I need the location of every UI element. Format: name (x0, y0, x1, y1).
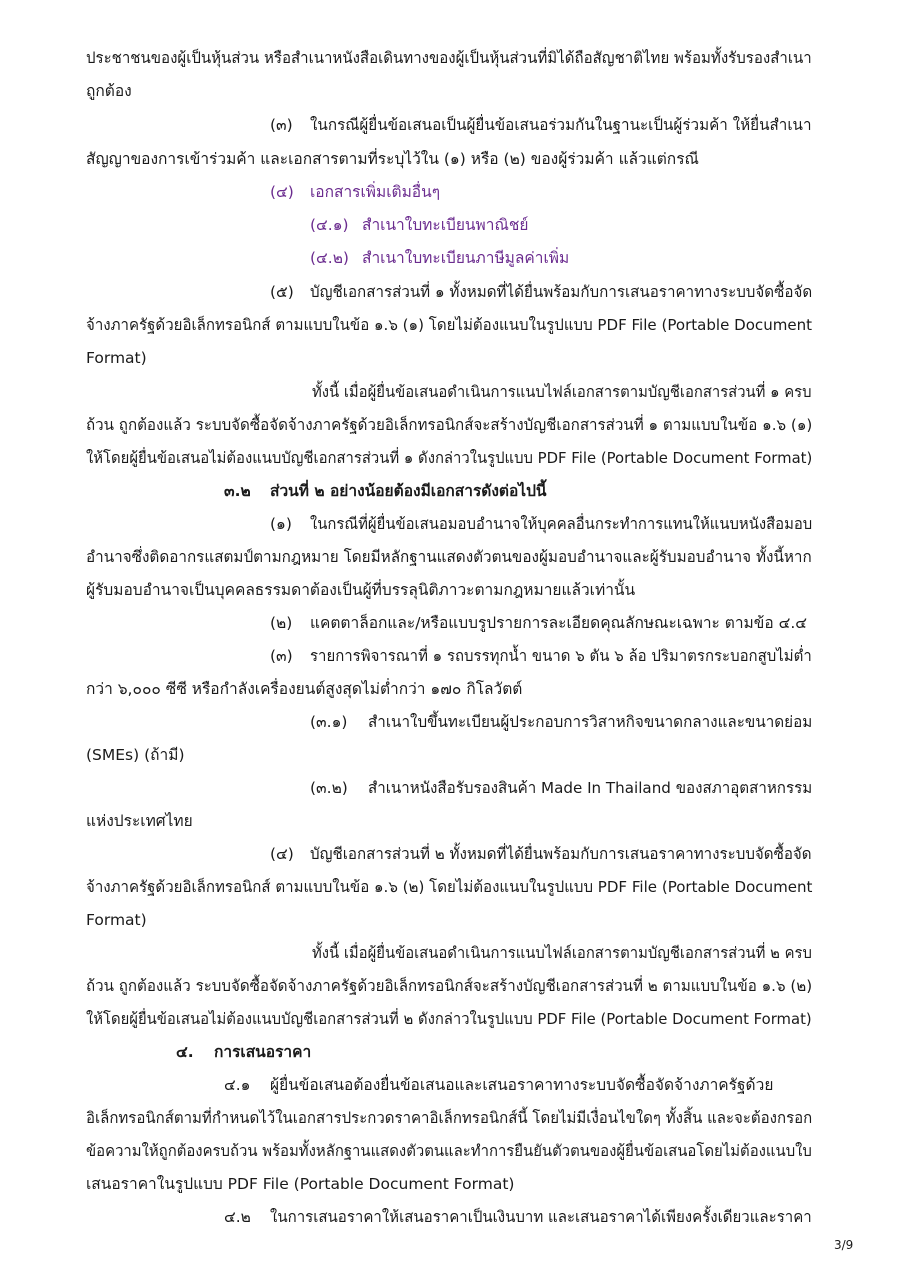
text-line: Format) (86, 911, 147, 929)
text-line: ถ้วน ถูกต้องแล้ว ระบบจัดซื้อจัดจ้างภาครัฐด้วยอิเล็กทรอนิกส์จะสร้างบัญชีเอกสารส่วนที่ ๒ ตามแบบในข้อ ๑.๖ (๒) (86, 977, 813, 995)
item-number: (๓) (270, 116, 293, 134)
text-line: สัญญาของการเข้าร่วมค้า และเอกสารตามที่ระบุไว้ใน (๑) หรือ (๒) ของผู้ร่วมค้า แล้วแต่กรณี (86, 150, 699, 168)
item-number: (๕) (270, 283, 294, 301)
text-line: ถูกต้อง (86, 82, 132, 100)
item-number: (๒) (270, 614, 293, 632)
text-line: จ้างภาครัฐด้วยอิเล็กทรอนิกส์ ตามแบบในข้อ ๑.๖ (๑) โดยไม่ต้องแนบในรูปแบบ PDF File (Portable Document (86, 316, 813, 334)
text-line: บัญชีเอกสารส่วนที่ ๒ ทั้งหมดที่ได้ยื่นพร้อมกับการเสนอราคาทางระบบจัดซื้อจัด (310, 845, 812, 863)
text-line: (SMEs) (ถ้ามี) (86, 746, 185, 764)
text-line: ในกรณีที่ผู้ยื่นข้อเสนอมอบอำนาจให้บุคคลอื่นกระทำการแทนให้แนบหนังสือมอบ (310, 515, 813, 533)
text-line: ทั้งนี้ เมื่อผู้ยื่นข้อเสนอดำเนินการแนบไฟล์เอกสารตามบัญชีเอกสารส่วนที่ ๒ ครบ (312, 944, 812, 962)
item-number: (๔.๑) (310, 216, 349, 234)
text-line: Format) (86, 349, 147, 367)
item-number: ๔.๒ (224, 1208, 251, 1226)
text-line: ให้โดยผู้ยื่นข้อเสนอไม่ต้องแนบบัญชีเอกสารส่วนที่ ๒ ดังกล่าวในรูปแบบ PDF File (Portable Document Format) (86, 1010, 812, 1028)
page-number: 3/9 (834, 1238, 854, 1252)
text-line: สำเนาใบทะเบียนพาณิชย์ (362, 216, 529, 234)
text-line: ทั้งนี้ เมื่อผู้ยื่นข้อเสนอดำเนินการแนบไฟล์เอกสารตามบัญชีเอกสารส่วนที่ ๑ ครบ (312, 383, 812, 401)
text-line: จ้างภาครัฐด้วยอิเล็กทรอนิกส์ ตามแบบในข้อ ๑.๖ (๒) โดยไม่ต้องแนบในรูปแบบ PDF File (Portable Document (86, 878, 813, 896)
text-line: สำเนาหนังสือรับรองสินค้า Made In Thailand ของสภาอุตสาหกรรม (368, 779, 813, 797)
text-line: อำนาจซึ่งติดอากรแสตมป์ตามกฎหมาย โดยมีหลักฐานแสดงตัวตนของผู้มอบอำนาจและผู้รับมอบอำนาจ ทั้งนี้หาก (86, 548, 812, 566)
item-number: (๔) (270, 845, 294, 863)
text-line: ถ้วน ถูกต้องแล้ว ระบบจัดซื้อจัดจ้างภาครัฐด้วยอิเล็กทรอนิกส์จะสร้างบัญชีเอกสารส่วนที่ ๑ ตามแบบในข้อ ๑.๖ (๑) (86, 416, 813, 434)
text-line: สำเนาใบทะเบียนภาษีมูลค่าเพิ่ม (362, 249, 570, 267)
text-line: ประชาชนของผู้เป็นหุ้นส่วน หรือสำเนาหนังสือเดินทางของผู้เป็นหุ้นส่วนที่มิได้ถือสัญชาติไทย พร้อมทั้งรับรองสำเนา (86, 49, 812, 67)
text-line: เสนอราคาในรูปแบบ PDF File (Portable Document Format) (86, 1175, 515, 1193)
text-line: ในการเสนอราคาให้เสนอราคาเป็นเงินบาท และเสนอราคาได้เพียงครั้งเดียวและราคา (270, 1208, 812, 1226)
section-heading: ส่วนที่ ๒ อย่างน้อยต้องมีเอกสารดังต่อไปนี้ (270, 482, 547, 500)
item-number: (๓) (270, 647, 293, 665)
section-heading: การเสนอราคา (214, 1043, 312, 1061)
text-line: เอกสารเพิ่มเติมอื่นๆ (310, 183, 441, 201)
text-line: กว่า ๖,๐๐๐ ซีซี หรือกำลังเครื่องยนต์สูงสุดไม่ต่ำกว่า ๑๗๐ กิโลวัตต์ (86, 680, 523, 698)
section-number: ๔. (176, 1043, 194, 1061)
text-line: แห่งประเทศไทย (86, 812, 193, 830)
item-number: (๓.๒) (310, 779, 348, 797)
item-number: (๔) (270, 183, 294, 201)
text-line: ผู้ยื่นข้อเสนอต้องยื่นข้อเสนอและเสนอราคาทางระบบจัดซื้อจัดจ้างภาครัฐด้วย (270, 1076, 774, 1094)
item-number: (๓.๑) (310, 713, 348, 731)
text-line: สำเนาใบขึ้นทะเบียนผู้ประกอบการวิสาหกิจขนาดกลางและขนาดย่อม (368, 713, 813, 731)
item-number: ๔.๑ (224, 1076, 251, 1094)
item-number: (๑) (270, 515, 292, 533)
text-line: ผู้รับมอบอำนาจเป็นบุคคลธรรมดาต้องเป็นผู้ที่บรรลุนิติภาวะตามกฎหมายแล้วเท่านั้น (86, 581, 636, 599)
item-number: (๔.๒) (310, 249, 349, 267)
text-line: ให้โดยผู้ยื่นข้อเสนอไม่ต้องแนบบัญชีเอกสารส่วนที่ ๑ ดังกล่าวในรูปแบบ PDF File (Portable Document Format) (86, 449, 813, 467)
text-line: บัญชีเอกสารส่วนที่ ๑ ทั้งหมดที่ได้ยื่นพร้อมกับการเสนอราคาทางระบบจัดซื้อจัด (310, 283, 813, 301)
text-line: รายการพิจารณาที่ ๑ รถบรรทุกน้ำ ขนาด ๖ ตัน ๖ ล้อ ปริมาตรกระบอกสูบไม่ต่ำ (310, 647, 812, 665)
text-line: อิเล็กทรอนิกส์ตามที่กำหนดไว้ในเอกสารประกวดราคาอิเล็กทรอนิกส์นี้ โดยไม่มีเงื่อนไขใดๆ ทั้งสิ้น และจะต้องกรอก (86, 1109, 813, 1127)
text-line: ในกรณีผู้ยื่นข้อเสนอเป็นผู้ยื่นข้อเสนอร่วมกันในฐานะเป็นผู้ร่วมค้า ให้ยื่นสำเนา (310, 116, 812, 134)
section-number: ๓.๒ (224, 482, 251, 500)
text-line: แคตตาล็อกและ/หรือแบบรูปรายการละเอียดคุณลักษณะเฉพาะ ตามข้อ ๔.๔ (310, 614, 807, 632)
text-line: ข้อความให้ถูกต้องครบถ้วน พร้อมทั้งหลักฐานแสดงตัวตนและทำการยืนยันตัวตนของผู้ยื่นข้อเสนอโดยไม่ต้องแนบใบ (86, 1142, 812, 1160)
